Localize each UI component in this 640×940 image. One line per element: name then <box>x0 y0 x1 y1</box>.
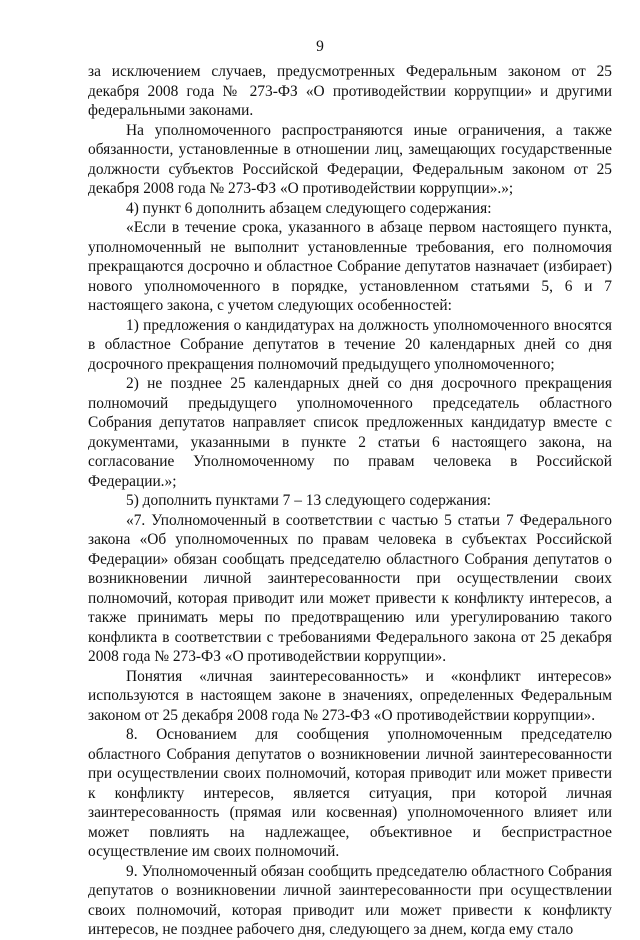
paragraph: Понятия «личная заинтересованность» и «конфликт интересов» используются в настоящем законе в значениях, определенных Федеральным законом от 25 декабря 2008 года № 273-ФЗ «О противодействии коррупции». <box>88 667 612 724</box>
document-body <box>88 62 612 940</box>
paragraph: 2) не позднее 25 календарных дней со дня досрочного прекращения полномочий предыдущего уполномоченного председатель областного Собрания депутатов направляет список предложенных кандидатур вместе с документами, указанными в пункте 2 статьи 6 настоящего закона, на согласование Уполномоченному по правам человека в Российской Федерации.»; <box>88 375 612 490</box>
paragraph: На уполномоченного распространяются иные ограничения, а также обязанности, установленные в отношении лиц, замещающих государственные должности субъектов Российской Федерации, Федеральным законом от 25 декабря 2008 года № 273-ФЗ «О противодействии коррупции».»; <box>88 121 612 197</box>
paragraph: 5) дополнить пунктами 7 – 13 следующего содержания: <box>126 492 492 509</box>
paragraph: 8. Основанием для сообщения уполномоченным председателю областного Собрания депутатов о возникновении личной заинтересованности при осуществлении своих полномочий, которая приводит или может привести к конфликту интересов, является ситуация, при которой личная заинтересованность (прямая или косвенная) уполномоченного влияет или может повлиять на надлежащее, объективное и беспристрастное осуществление им своих полномочий. <box>88 726 612 860</box>
paragraph: 4) пункт 6 дополнить абзацем следующего содержания: <box>126 199 492 217</box>
paragraph: 1) предложения о кандидатурах на должность уполномоченного вносятся в областное Собрание депутатов в течение 20 календарных дней со дня досрочного прекращения полномочий предыдущего уполномоченного; <box>88 316 612 373</box>
paragraph: за исключением случаев, предусмотренных Федеральным законом от 25 декабря 2008 года № 273-ФЗ «О противодействии коррупции» и другими федеральными законами. <box>88 63 612 119</box>
paragraph: 9. Уполномоченный обязан сообщить председателю областного Собрания депутатов о возникновении личной заинтересованности при осуществлении своих полномочий, которая приводит или может привести к конфликту интересов, не позднее рабочего дня, следующего за днем, когда ему стало <box>88 862 612 938</box>
paragraph: «7. Уполномоченный в соответствии с частью 5 статьи 7 Федерального закона «Об уполномоченных по правам человека в субъектах Российской Федерации» обязан сообщать председателю областного Собрания депутатов о возникновении личной заинтересованности при осуществлении своих полномочий, которая приводит или может привести к конфликту интересов, а также принимать меры по предотвращению или урегулированию такого конфликта в соответствии с требованиями Федерального закона от 25 декабря 2008 года № 273-ФЗ «О противодействии коррупции». <box>88 511 612 665</box>
paragraph: «Если в течение срока, указанного в абзаце первом настоящего пункта, уполномоченный не выполнит установленные требования, его полномочия прекращаются досрочно и областное Собрание депутатов назначает (избирает) нового уполномоченного в порядке, установленном статьями 5, 6 и 7 настоящего закона, с учетом следующих особенностей: <box>88 219 612 314</box>
page-number: 9 <box>316 38 324 55</box>
